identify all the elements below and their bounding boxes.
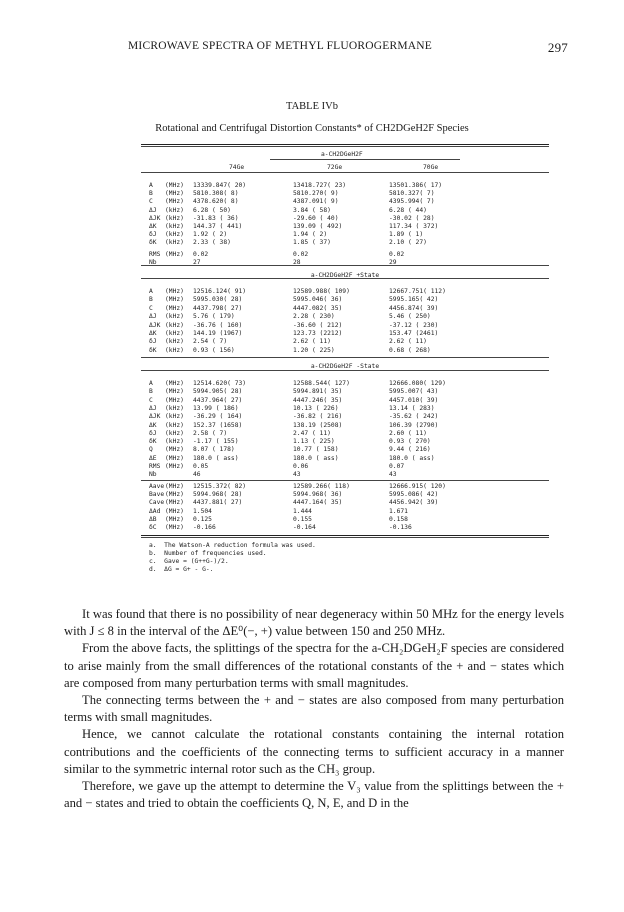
species-header: a-CH2DGeH2F [321, 151, 363, 158]
table-cell: 2.62 ( 11) [389, 338, 427, 346]
table-cell: 138.19 (2508) [293, 421, 343, 429]
table-cell: 180.0 ( ass) [293, 454, 339, 462]
table-cell: 27 [193, 259, 201, 266]
unit-label: (kHz) [165, 313, 184, 321]
parameter-label: C [149, 304, 153, 312]
unit-label: (MHz) [165, 507, 184, 515]
table-cell: 43 [293, 471, 301, 479]
table-cell: 0.93 ( 156) [193, 346, 235, 354]
unit-label: (kHz) [165, 214, 184, 222]
table-cell: 144.19 (1967) [193, 330, 243, 337]
parameter-label: B [149, 296, 153, 304]
table-row [141, 215, 549, 223]
table-row [141, 483, 549, 491]
unit-label: (kHz) [165, 346, 184, 354]
footnote: b. Number of frequencies used. [149, 550, 267, 557]
parameter-label: δJ [149, 429, 157, 437]
unit-label: (MHz) [165, 198, 184, 206]
table-cell: -0.136 [389, 524, 412, 531]
unit-label: (MHz) [165, 251, 184, 258]
parameter-label: ΔJ [149, 404, 157, 412]
table-cell: -35.62 ( 242) [389, 413, 439, 421]
unit-label: (kHz) [165, 338, 184, 346]
table-row [141, 422, 549, 430]
parameter-label: ΔK [149, 223, 157, 230]
table-cell: 153.47 (2461) [389, 330, 439, 337]
table-cell: 2.33 ( 38) [193, 239, 231, 247]
table-cell: -31.83 ( 36) [193, 214, 239, 222]
table-cell: 0.125 [193, 515, 212, 523]
table-cell: 5810.270( 9) [293, 190, 339, 198]
paragraph: Therefore, we gave up the attempt to determine the V₃ value from the splittings between the + and − states and tried to obtain the coefficients Q, N, E, and D in the [64, 779, 564, 811]
table-cell: 4456.874( 39) [389, 304, 439, 312]
unit-label: (MHz) [165, 304, 184, 312]
table-cell: 4437.964( 27) [193, 396, 243, 404]
table-cell: 4447.164( 35) [293, 499, 343, 507]
table-cell: 1.13 ( 225) [293, 438, 335, 446]
table-cell: 3.84 ( 58) [293, 206, 331, 214]
table-row [141, 524, 549, 532]
table-cell: 2.47 ( 11) [293, 429, 331, 437]
table-cell: 9.44 ( 216) [389, 446, 431, 454]
table-cell: 12589.988( 109) [293, 288, 350, 295]
table-row [141, 455, 549, 463]
table-cell: 13.99 ( 186) [193, 404, 239, 412]
table-cell: 12515.372( 82) [193, 483, 247, 490]
table-row [141, 190, 549, 198]
paragraph: Hence, we cannot calculate the rotational constants containing the internal rotation contributions and the coefficients of the connecting terms to sufficient accuracy in a manner similar to the symmetric internal rotor such as the CH₃ group. [64, 727, 564, 776]
parameter-label: ΔJ [149, 313, 157, 321]
table-cell: 5995.165( 42) [389, 296, 439, 304]
page-number: 297 [547, 40, 568, 55]
parameter-label: Q [149, 446, 153, 454]
parameter-label: δK [149, 346, 157, 354]
table-row [141, 508, 549, 516]
table-cell: 139.09 ( 492) [293, 223, 343, 230]
table-cell: 0.93 ( 270) [389, 438, 431, 446]
unit-label: (MHz) [165, 446, 184, 454]
table-row [141, 313, 549, 321]
unit-label: (MHz) [165, 288, 184, 295]
unit-label: (kHz) [165, 321, 184, 329]
table-cell: -36.29 ( 164) [193, 413, 243, 421]
unit-label: (kHz) [165, 239, 184, 247]
section-rule-4 [141, 370, 549, 371]
paragraph: From the above facts, the splittings of the spectra for the a-CH₂DGeH₂F species are considered to arise mainly from the small differences of the rotational constants of the + and − states which are composed from many perturbation terms with small magnitudes. [64, 641, 564, 690]
unit-label: (kHz) [165, 231, 184, 239]
table-cell: 12667.751( 112) [389, 288, 446, 295]
table-cell: 5995.007( 43) [389, 388, 439, 396]
unit-label: (kHz) [165, 206, 184, 214]
running-title: MICROWAVE SPECTRA OF METHYL FLUOROGERMANE [128, 40, 433, 52]
parameter-label: Nb [149, 471, 157, 479]
paragraph: The connecting terms between the + and − states are also composed from many perturbation terms with small magnitudes. [64, 693, 564, 725]
unit-label: (MHz) [165, 454, 184, 462]
table-cell: 2.28 ( 230) [293, 313, 335, 321]
table-cell: 5994.968( 36) [293, 491, 343, 499]
table-cell: 5995.046( 36) [293, 296, 343, 304]
table-row [141, 330, 549, 338]
table-cell: 0.158 [389, 515, 408, 523]
parameter-label: C [149, 198, 153, 206]
table-cell: 180.0 ( ass) [193, 454, 239, 462]
table-cell: 6.28 ( 44) [389, 206, 427, 214]
table-cell: 2.62 ( 11) [293, 338, 331, 346]
parameter-label: B [149, 190, 153, 198]
table-cell: -36.76 ( 160) [193, 321, 243, 329]
parameter-label: Aave [149, 483, 165, 490]
unit-label: (MHz) [165, 483, 184, 490]
table-row [141, 413, 549, 421]
table-cell: 0.68 ( 268) [389, 346, 431, 354]
table-cell: 5994.891( 35) [293, 388, 343, 396]
unit-label: (MHz) [165, 499, 184, 507]
table-cell: 106.39 (2790) [389, 421, 439, 429]
section-title-plus: a-CH2DGeH2F +State [310, 272, 380, 279]
unit-label: (MHz) [165, 296, 184, 304]
table-cell: 1.504 [193, 507, 212, 515]
table-cell: -30.02 ( 28) [389, 214, 435, 222]
table-row [141, 223, 549, 231]
table-bottom-rule-2 [141, 537, 549, 538]
table-cell: 0.02 [389, 251, 405, 258]
table-row [141, 499, 549, 507]
parameter-label: ΔJK [149, 214, 161, 222]
table-cell: 4447.246( 35) [293, 396, 343, 404]
table-row [141, 338, 549, 346]
table-cell: 12514.620( 73) [193, 380, 247, 387]
table-row [141, 182, 549, 190]
table-cell: 12666.915( 120) [389, 483, 446, 490]
header-rule [141, 172, 549, 173]
table-cell: 46 [193, 471, 201, 479]
parameter-label: ΔJK [149, 413, 161, 421]
table-row [141, 239, 549, 247]
table-row [141, 322, 549, 330]
parameter-label: δJ [149, 338, 157, 346]
parameter-label: B [149, 388, 153, 396]
table-cell: 13418.727( 23) [293, 182, 347, 189]
table-top-rule-2 [141, 146, 549, 147]
section-rule-5 [141, 480, 549, 481]
species-header-rule [270, 159, 460, 160]
unit-label: (kHz) [165, 413, 184, 421]
table-cell: 2.54 ( 7) [193, 338, 228, 346]
parameter-label: ΔE [149, 454, 157, 462]
section-rule-1 [141, 265, 549, 266]
table-cell: 4437.798( 27) [193, 304, 243, 312]
parameter-label: Bave [149, 491, 165, 499]
table-cell: 2.60 ( 11) [389, 429, 427, 437]
table-cell: 5.46 ( 250) [389, 313, 431, 321]
table-cell: 180.0 ( ass) [389, 454, 435, 462]
unit-label: (kHz) [165, 404, 184, 412]
table-cell: 1.85 ( 37) [293, 239, 331, 247]
table-cell: 5995.030( 28) [193, 296, 243, 304]
parameter-label: RMS [149, 463, 161, 470]
unit-label: (MHz) [165, 515, 184, 523]
table-cell: 0.02 [293, 251, 309, 258]
parameter-label: A [149, 288, 153, 295]
parameter-label: A [149, 182, 153, 189]
section-rule-3 [141, 357, 549, 358]
table-cell: 5994.968( 28) [193, 491, 243, 499]
table-cell: 13339.847( 20) [193, 182, 247, 189]
footnote: c. Gave = (G++G-)/2. [149, 558, 229, 565]
table-cell: 10.13 ( 226) [293, 404, 339, 412]
table-row [141, 405, 549, 413]
parameter-label: ΔAd [149, 507, 161, 515]
table-cell: -37.12 ( 230) [389, 321, 439, 329]
table-row [141, 516, 549, 524]
unit-label: (MHz) [165, 190, 184, 198]
table-cell: 1.94 ( 2) [293, 231, 328, 239]
parameter-label: Nb [149, 259, 157, 266]
table-row [141, 231, 549, 239]
table-cell: 2.58 ( 7) [193, 429, 228, 437]
table-cell: 5810.308( 8) [193, 190, 239, 198]
parameter-label: C [149, 396, 153, 404]
table-cell: 117.34 ( 372) [389, 223, 439, 230]
table-row [141, 463, 549, 471]
table-cell: 2.10 ( 27) [389, 239, 427, 247]
table-row [141, 207, 549, 215]
table-cell: 0.02 [193, 251, 209, 258]
table-cell: 0.06 [293, 463, 309, 470]
table-cell: 12589.266( 118) [293, 483, 350, 490]
table-cell: 1.92 ( 2) [193, 231, 228, 239]
table-cell: 0.07 [389, 463, 405, 470]
parameter-label: δK [149, 438, 157, 446]
unit-label: (kHz) [165, 330, 184, 337]
table-cell: 5.76 ( 179) [193, 313, 235, 321]
table-row [141, 198, 549, 206]
table-cell: 1.89 ( 1) [389, 231, 424, 239]
table-row [141, 380, 549, 388]
table-row [141, 430, 549, 438]
section-title-minus: a-CH2DGeH2F -State [310, 363, 380, 370]
unit-label: (MHz) [165, 388, 184, 396]
table-bottom-rule [141, 535, 549, 536]
isotope-header-2: 72Ge [327, 164, 343, 171]
table-cell: 123.73 (2212) [293, 330, 343, 337]
parameter-label: Cave [149, 499, 165, 507]
unit-label: (MHz) [165, 463, 184, 470]
table-row [141, 446, 549, 454]
table-cell: 0.155 [293, 515, 312, 523]
table-cell: 4387.091( 9) [293, 198, 339, 206]
table-cell: 12588.544( 127) [293, 380, 350, 387]
table-cell: 43 [389, 471, 397, 479]
unit-label: (MHz) [165, 380, 184, 387]
table-cell: -0.164 [293, 524, 316, 531]
table-cell: -1.17 ( 155) [193, 438, 239, 446]
table-cell: -36.60 ( 212) [293, 321, 343, 329]
isotope-header-3: 70Ge [423, 164, 439, 171]
unit-label: (MHz) [165, 491, 184, 499]
unit-label: (kHz) [165, 438, 184, 446]
table-cell: 4395.994( 7) [389, 198, 435, 206]
unit-label: (kHz) [165, 223, 184, 230]
table-row [141, 438, 549, 446]
isotope-header-1: 74Ge [229, 164, 245, 171]
table-cell: 13.14 ( 283) [389, 404, 435, 412]
table-cell: 4447.082( 35) [293, 304, 343, 312]
table-row [141, 471, 549, 479]
table-subtitle: Rotational and Centrifugal Distortion Constants* of CH2DGeH2F Species [155, 123, 469, 134]
unit-label: (kHz) [165, 421, 184, 429]
table-cell: 1.444 [293, 507, 312, 515]
table-cell: 4437.881( 27) [193, 499, 243, 507]
table-row [141, 388, 549, 396]
table-row [141, 251, 549, 259]
table-row [141, 305, 549, 313]
table-cell: 12516.124( 91) [193, 288, 247, 295]
table-cell: 5810.327( 7) [389, 190, 435, 198]
table-cell: 13501.386( 17) [389, 182, 443, 189]
table-cell: -29.60 ( 40) [293, 214, 339, 222]
parameter-label: RMS [149, 251, 161, 258]
table-cell: 29 [389, 259, 397, 266]
body-text [64, 606, 564, 812]
parameter-label: ΔB [149, 515, 157, 523]
footnote: a. The Watson-A reduction formula was used. [149, 542, 316, 549]
parameter-label: ΔK [149, 421, 157, 429]
running-header [128, 40, 568, 55]
parameter-label: A [149, 380, 153, 387]
table-cell: 144.37 ( 441) [193, 223, 243, 230]
table-cell: 8.07 ( 178) [193, 446, 235, 454]
table-cell: 4456.942( 39) [389, 499, 439, 507]
footnote: d. ΔG = G+ - G-. [149, 566, 214, 573]
parameter-label: δK [149, 239, 157, 247]
table-cell: 5994.905( 28) [193, 388, 243, 396]
parameter-label: ΔK [149, 330, 157, 337]
unit-label: (kHz) [165, 429, 184, 437]
table-cell: 10.77 ( 158) [293, 446, 339, 454]
unit-label: (MHz) [165, 396, 184, 404]
table-cell: 12666.080( 129) [389, 380, 446, 387]
table-cell: 6.28 ( 50) [193, 206, 231, 214]
parameter-label: δC [149, 524, 157, 531]
table-cell: 152.37 (1658) [193, 421, 243, 429]
parameter-label: ΔJK [149, 321, 161, 329]
section-rule-2 [141, 278, 549, 279]
table-row [141, 397, 549, 405]
table-top-rule [141, 144, 549, 145]
parameter-label: δJ [149, 231, 157, 239]
table-cell: 1.671 [389, 507, 408, 515]
table-cell: 5995.086( 42) [389, 491, 439, 499]
unit-label: (MHz) [165, 182, 184, 189]
table-cell: 1.20 ( 225) [293, 346, 335, 354]
table-cell: 0.05 [193, 463, 209, 470]
parameter-label: ΔJ [149, 206, 157, 214]
table-cell: 28 [293, 259, 301, 266]
table-row [141, 491, 549, 499]
table-cell: 4378.620( 8) [193, 198, 239, 206]
table-cell: -36.82 ( 216) [293, 413, 343, 421]
table-row [141, 347, 549, 355]
table-caption: TABLE IVb [286, 101, 338, 112]
table-row [141, 296, 549, 304]
unit-label: (MHz) [165, 524, 184, 531]
table-cell: 4457.010( 39) [389, 396, 439, 404]
table-cell: -0.166 [193, 524, 216, 531]
paragraph: It was found that there is no possibility of near degeneracy within 50 MHz for the energy levels with J ≤ 8 in the interval of the ΔE⁰(−, +) value between 150 and 250 MHz. [64, 607, 564, 639]
table-row [141, 288, 549, 296]
